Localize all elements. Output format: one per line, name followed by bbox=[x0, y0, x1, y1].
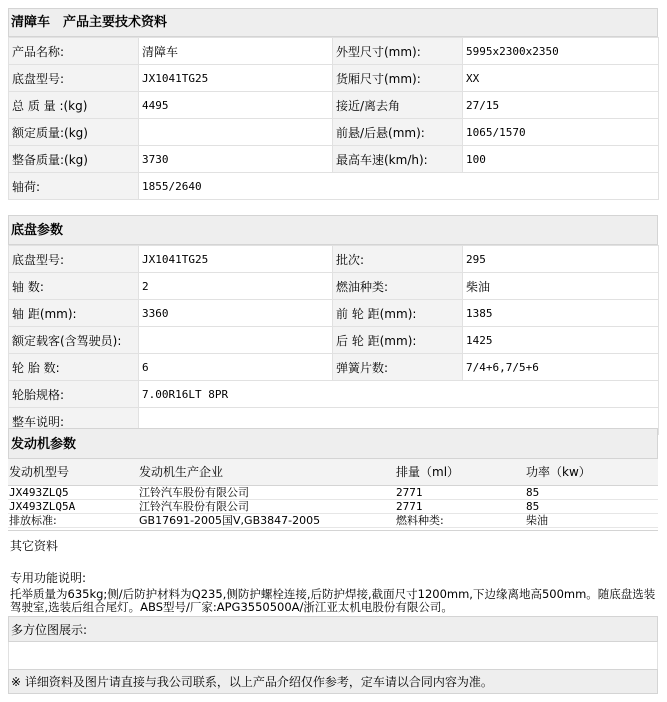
engine-displacement: 2771 bbox=[395, 486, 525, 500]
engine-power: 85 bbox=[525, 486, 658, 500]
tech-value: 清障车 bbox=[139, 38, 333, 65]
tech-label: 前悬/后悬(mm): bbox=[333, 119, 463, 146]
chassis-value: 2 bbox=[139, 273, 333, 300]
chassis-label: 弹簧片数: bbox=[333, 354, 463, 381]
tech-section-header bbox=[8, 8, 658, 37]
chassis-value: 6 bbox=[139, 354, 333, 381]
chassis-value: 1385 bbox=[463, 300, 659, 327]
engine-section-header bbox=[8, 428, 658, 459]
chassis-value: JX1041TG25 bbox=[139, 246, 333, 273]
table-row bbox=[9, 65, 659, 92]
engine-table bbox=[8, 459, 658, 528]
table-row bbox=[9, 146, 659, 173]
engine-power: 85 bbox=[525, 500, 658, 514]
chassis-value: 3360 bbox=[139, 300, 333, 327]
vehicle-desc-label: 整车说明: bbox=[9, 408, 139, 435]
tech-label: 底盘型号: bbox=[9, 65, 139, 92]
views-image-area bbox=[8, 642, 658, 669]
axle-label: 轴荷: bbox=[9, 173, 139, 200]
table-row bbox=[9, 273, 659, 300]
views-section-title: 多方位图展示: bbox=[11, 623, 88, 637]
chassis-value bbox=[139, 327, 333, 354]
engine-header: 发动机型号 bbox=[8, 459, 138, 486]
tech-value: XX bbox=[463, 65, 659, 92]
engine-model: JX493ZLQ5 bbox=[8, 486, 138, 500]
engine-header: 排量（ml） bbox=[395, 459, 525, 486]
tech-label: 额定质量:(kg) bbox=[9, 119, 139, 146]
tech-value bbox=[139, 119, 333, 146]
tire-spec-value: 7.00R16LT 8PR bbox=[139, 381, 659, 408]
other-section-title: 其它资料 bbox=[10, 539, 59, 553]
tech-value: 1065/1570 bbox=[463, 119, 659, 146]
tech-value: 27/15 bbox=[463, 92, 659, 119]
table-row bbox=[8, 459, 658, 486]
tech-label: 整备质量:(kg) bbox=[9, 146, 139, 173]
footer-note-bar bbox=[8, 669, 658, 694]
table-row bbox=[9, 92, 659, 119]
engine-model: JX493ZLQ5A bbox=[8, 500, 138, 514]
engine-displacement: 2771 bbox=[395, 500, 525, 514]
tech-section-title: 清障车 产品主要技术资料 bbox=[11, 15, 168, 30]
table-row bbox=[9, 327, 659, 354]
chassis-label: 燃油种类: bbox=[333, 273, 463, 300]
tech-label: 接近/离去角 bbox=[333, 92, 463, 119]
chassis-label: 底盘型号: bbox=[9, 246, 139, 273]
table-row bbox=[9, 381, 659, 408]
axle-value: 1855/2640 bbox=[139, 173, 659, 200]
table-row bbox=[8, 486, 658, 500]
chassis-section-header bbox=[8, 215, 658, 245]
fuel-type-value: 柴油 bbox=[525, 514, 658, 528]
engine-maker: 江铃汽车股份有限公司 bbox=[138, 486, 395, 500]
chassis-label: 额定载客(含驾驶员): bbox=[9, 327, 139, 354]
table-row bbox=[9, 246, 659, 273]
table-row bbox=[9, 119, 659, 146]
footer-note: ※ 详细资料及图片请直接与我公司联系，以上产品介绍仅作参考，定车请以合同内容为准。 bbox=[11, 675, 493, 689]
tech-value: 3730 bbox=[139, 146, 333, 173]
chassis-label: 轴 距(mm): bbox=[9, 300, 139, 327]
engine-section-title: 发动机参数 bbox=[11, 437, 77, 452]
views-section-header bbox=[8, 616, 658, 642]
table-row bbox=[9, 354, 659, 381]
tech-value: 4495 bbox=[139, 92, 333, 119]
table-row bbox=[9, 173, 659, 200]
table-row bbox=[8, 514, 658, 528]
tech-value: 100 bbox=[463, 146, 659, 173]
engine-header: 发动机生产企业 bbox=[138, 459, 395, 486]
other-section bbox=[8, 530, 658, 615]
chassis-section-title: 底盘参数 bbox=[11, 223, 64, 238]
emission-label: 排放标准: bbox=[8, 514, 138, 528]
chassis-value: 295 bbox=[463, 246, 659, 273]
tech-value: 5995x2300x2350 bbox=[463, 38, 659, 65]
chassis-label: 批次: bbox=[333, 246, 463, 273]
engine-header: 功率（kw） bbox=[525, 459, 658, 486]
engine-maker: 江铃汽车股份有限公司 bbox=[138, 500, 395, 514]
table-row bbox=[8, 500, 658, 514]
tech-label: 外型尺寸(mm): bbox=[333, 38, 463, 65]
chassis-label: 前 轮 距(mm): bbox=[333, 300, 463, 327]
chassis-value: 1425 bbox=[463, 327, 659, 354]
chassis-table bbox=[8, 245, 659, 435]
chassis-value: 7/4+6,7/5+6 bbox=[463, 354, 659, 381]
tech-label: 总 质 量 :(kg) bbox=[9, 92, 139, 119]
emission-value: GB17691-2005国Ⅴ,GB3847-2005 bbox=[138, 514, 395, 528]
table-row bbox=[9, 38, 659, 65]
chassis-label: 轮 胎 数: bbox=[9, 354, 139, 381]
table-row bbox=[9, 300, 659, 327]
tech-table bbox=[8, 37, 659, 200]
special-function-label: 专用功能说明: bbox=[10, 571, 87, 585]
chassis-value: 柴油 bbox=[463, 273, 659, 300]
fuel-type-label: 燃料种类: bbox=[395, 514, 525, 528]
tire-spec-label: 轮胎规格: bbox=[9, 381, 139, 408]
tech-label: 货厢尺寸(mm): bbox=[333, 65, 463, 92]
special-function-text: 托举质量为635kg;侧/后防护材料为Q235,侧防护螺栓连接,后防护焊接,截面尺寸1200mm,下边缘离地高500mm。随底盘选装驾驶室,选装后组合尾灯。ABS型号/厂家:APG3550500A/浙江亚太机电股份有限公司。 bbox=[10, 587, 656, 614]
chassis-label: 轴 数: bbox=[9, 273, 139, 300]
chassis-label: 后 轮 距(mm): bbox=[333, 327, 463, 354]
tech-value: JX1041TG25 bbox=[139, 65, 333, 92]
tech-label: 最高车速(km/h): bbox=[333, 146, 463, 173]
tech-label: 产品名称: bbox=[9, 38, 139, 65]
